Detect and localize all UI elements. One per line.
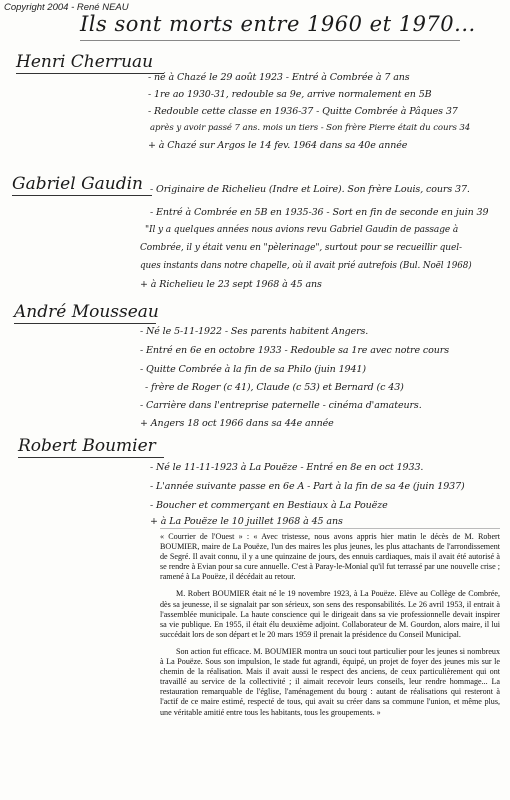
bio-line: - né à Chazé le 29 août 1923 - Entré à Combrée à 7 ans [148, 72, 410, 83]
bio-line: + à La Pouëze le 10 juillet 1968 à 45 ans [150, 516, 343, 527]
bio-line: - Originaire de Richelieu (Indre et Loire). Son frère Louis, cours 37. [150, 184, 470, 195]
person-name-boumier: Robert Boumier [18, 436, 156, 456]
bio-line: - Quitte Combrée à la fin de sa Philo (juin 1941) [140, 364, 366, 375]
name-underline [12, 195, 152, 196]
newspaper-clipping [160, 532, 500, 794]
clipping-paragraph: M. Robert BOUMIER était né le 19 novembre 1923, à La Pouëze. Elève au Collège de Combrée, dès sa jeunesse, il se signalait par son sérieux, son sens des responsabilités. Le 26 avril 1953, il entrait à l'assemblée municipale. La haute conscience qui le dirigeait dans sa vie professionnelle devait inspirer sa vie publique. En 1955, il était élu deuxième adjoint. Collaborateur de M. Gourdon, alors maire, il lui succédait lors de son départ et le 20 mars 1959 il prenait la présidence du Conseil Municipal. [160, 589, 500, 639]
bio-line: "Il y a quelques années nous avions revu Gabriel Gaudin de passage à [145, 225, 459, 235]
person-name-mousseau: André Mousseau [14, 302, 159, 322]
name-underline [18, 457, 164, 458]
bio-line: + Angers 18 oct 1966 dans sa 44e année [140, 418, 334, 429]
clipping-paragraph: « Courrier de l'Ouest » : « Avec tristesse, nous avons appris hier matin le décès de M. Robert BOUMIER, maire de La Pouëze, l'un des maires les plus jeunes, les plus attachants de l'arrondissement de Segré. Il avait connu, il y a une quinzaine de jours, des ennuis cardiaques, mais il avait été autorisé à se rendre à Evian pour sa cure annuelle. C'est à Paray-le-Monial qu'il fut terrassé par une nouvelle crise ; ramené à La Pouëze, il décédait au retour. [160, 532, 500, 582]
copyright-notice: Copyright 2004 - René NEAU [4, 2, 129, 13]
bio-line: + à Chazé sur Argos le 14 fev. 1964 dans sa 40e année [148, 140, 408, 151]
name-underline [16, 73, 164, 74]
bio-line: Combrée, il y était venu en "pèlerinage", surtout pour se recueillir quel- [140, 243, 462, 253]
clipping-paragraph: Son action fut efficace. M. BOUMIER montra un souci tout particulier pour les jeunes si nombreux à La Pouëze. Sous son impulsion, le stade fut agrandi, équipé, un projet de foyer des jeunes mis sur le chemin de la réalisation. Mais il avait aussi le respect des anciens, de ceux particulièrement qui ont travaillé au service de la collectivité ; il aimait recevoir leurs conseils, leur rendre hommage... La restauration remarquable de l'église, l'aménagement du bourg : autant de réalisations qui resteront à l'actif de ce maire estimé, respecté de tous, qui avait su créer dans sa commune l'union, et même plus, une véritable amitié entre tous les habitants, tous les groupements. » [160, 646, 500, 717]
bio-line: - Né le 11-11-1923 à La Pouëze - Entré en 8e en oct 1933. [150, 462, 424, 473]
bio-line: - 1re ao 1930-31, redouble sa 9e, arrive normalement en 5B [148, 89, 432, 100]
bio-line: après y avoir passé 7 ans. mois un tiers - Son frère Pierre était du cours 34 [150, 123, 471, 133]
bio-line: ques instants dans notre chapelle, où il avait prié autrefois (Bul. Noël 1968) [140, 261, 472, 271]
bio-line: - Boucher et commerçant en Bestiaux à La Pouëze [150, 500, 388, 511]
person-name-gaudin: Gabriel Gaudin [12, 174, 143, 194]
bio-line: - Entré à Combrée en 5B en 1935-36 - Sort en fin de seconde en juin 39 [150, 207, 489, 218]
bio-line: - Carrière dans l'entreprise paternelle - cinéma d'amateurs. [140, 400, 422, 411]
bio-line: + à Richelieu le 23 sept 1968 à 45 ans [140, 279, 322, 290]
bio-line: - Né le 5-11-1922 - Ses parents habitent Angers. [140, 326, 369, 337]
title-underline [80, 40, 460, 41]
person-name-cherruau: Henri Cherruau [16, 52, 154, 72]
bio-line: - Redouble cette classe en 1936-37 - Quitte Combrée à Pâques 37 [148, 106, 458, 117]
bio-line: - L'année suivante passe en 6e A - Part à la fin de sa 4e (juin 1937) [150, 481, 465, 492]
name-underline [14, 323, 156, 324]
page-title: Ils sont morts entre 1960 et 1970... [80, 12, 476, 36]
bio-line: - frère de Roger (c 41), Claude (c 53) et Bernard (c 43) [145, 382, 404, 393]
bio-line: - Entré en 6e en octobre 1933 - Redouble sa 1re avec notre cours [140, 345, 450, 356]
clipping-border [160, 528, 500, 529]
